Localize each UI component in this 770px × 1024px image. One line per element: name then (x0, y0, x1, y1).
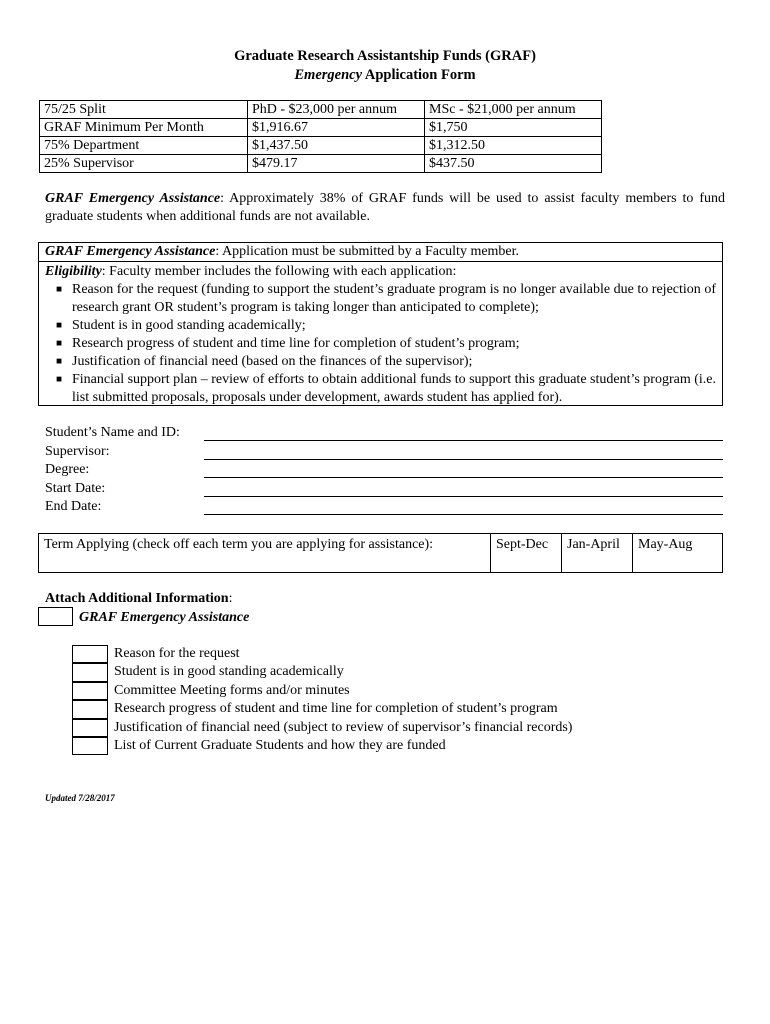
graf-emergency-checkbox[interactable] (38, 607, 73, 626)
list-item-text: Student is in good standing academically; (72, 318, 306, 333)
term-may-aug[interactable]: May-Aug (633, 534, 723, 573)
applicant-fields (45, 424, 725, 517)
title-line-1: Graduate Research Assistantship Funds (GRAF) (234, 48, 536, 64)
list-item-text: Research progress of student and time line for completion of student’s program; (72, 336, 520, 351)
checkbox-label: Reason for the request (114, 646, 240, 661)
eligibility-heading (45, 263, 716, 281)
checkbox-label: Committee Meeting forms and/or minutes (114, 682, 350, 698)
start-date-field (45, 480, 725, 499)
end-date-field (45, 498, 725, 517)
graf-emergency-label: GRAF Emergency Assistance (79, 610, 250, 625)
submission-requirement (39, 243, 722, 262)
field-label: End Date: (45, 499, 102, 514)
list-item-text: Financial support plan – review of efforts to obtain additional funds to support this graduate student’s program (i.e. list submitted proposals, proposals under development, awards student has applied for). (72, 372, 716, 405)
term-table (38, 533, 723, 573)
checkbox[interactable] (72, 663, 108, 681)
square-bullet-icon: ■ (56, 356, 63, 367)
supervisor-input[interactable] (204, 459, 723, 460)
table-cell: PhD - $23,000 per annum (248, 101, 425, 119)
list-item-text: Reason for the request (funding to support the student’s graduate program is no longer available due to rejection of research grant OR student’s program is taking longer than anticipated to complete); (72, 282, 716, 315)
title-rest: Application Form (362, 67, 476, 83)
list-item (45, 281, 716, 317)
table-cell: $1,750 (425, 119, 602, 137)
list-item (45, 371, 716, 407)
square-bullet-icon: ■ (56, 374, 63, 385)
eligibility-body (39, 262, 722, 407)
eligibility-text: : Faculty member includes the following with each application: (101, 264, 457, 279)
eligibility-box (38, 242, 723, 406)
supervisor-field (45, 443, 725, 462)
field-label: Start Date: (45, 480, 106, 496)
term-sept-dec[interactable]: Sept-Dec (491, 534, 562, 573)
intro-label: GRAF Emergency Assistance (45, 191, 221, 206)
table-cell: 75% Department (40, 137, 248, 155)
submission-text: : Application must be submitted by a Faculty member. (215, 244, 520, 259)
square-bullet-icon: ■ (56, 338, 63, 349)
list-item (45, 353, 716, 371)
checkbox[interactable] (72, 682, 108, 700)
table-row (40, 155, 602, 173)
table-cell: GRAF Minimum Per Month (40, 119, 248, 137)
table-row (40, 119, 602, 137)
table-cell: $1,437.50 (248, 137, 425, 155)
checkbox-label: Research progress of student and time line for completion of student’s program (114, 701, 558, 717)
degree-field (45, 461, 725, 480)
table-cell: $437.50 (425, 155, 602, 173)
checkbox-label: List of Current Graduate Students and how they are funded (114, 737, 446, 753)
table-cell: 75/25 Split (40, 101, 248, 119)
square-bullet-icon: ■ (56, 320, 63, 331)
square-bullet-icon: ■ (56, 284, 63, 295)
checkbox-label: Justification of financial need (subject to review of supervisor’s financial records) (114, 719, 573, 735)
start-date-input[interactable] (204, 496, 723, 497)
table-cell: $1,312.50 (425, 137, 602, 155)
attach-heading (45, 590, 232, 608)
intro-text: : Approximately 38% of GRAF funds will be used to assist faculty members to fund graduate students when additional funds are not available. (45, 191, 725, 224)
checkbox[interactable] (72, 645, 108, 663)
title-emergency: Emergency (294, 67, 363, 83)
table-row (40, 101, 602, 119)
field-label: Degree: (45, 462, 90, 477)
checkbox-label: Student is in good standing academically (114, 664, 344, 680)
field-label: Supervisor: (45, 443, 110, 459)
list-item (45, 317, 716, 335)
updated-date: Updated 7/28/2017 (45, 793, 115, 803)
term-label: Term Applying (check off each term you are applying for assistance): (39, 534, 491, 573)
attach-heading-text: Attach Additional Information (45, 591, 229, 606)
list-item-text: Justification of financial need (based on the finances of the supervisor); (72, 354, 473, 369)
checkbox[interactable] (72, 719, 108, 737)
table-row (39, 534, 723, 573)
submission-label: GRAF Emergency Assistance (45, 244, 216, 259)
field-label: Student’s Name and ID: (45, 425, 180, 440)
title-line-2 (0, 66, 770, 85)
table-row (40, 137, 602, 155)
table-cell: $479.17 (248, 155, 425, 173)
term-jan-april[interactable]: Jan-April (562, 534, 633, 573)
eligibility-list (45, 281, 716, 407)
student-name-id-field (45, 424, 725, 443)
form-title (0, 47, 770, 85)
intro-paragraph (45, 190, 725, 226)
degree-input[interactable] (204, 477, 723, 478)
table-cell: $1,916.67 (248, 119, 425, 137)
table-cell: MSc - $21,000 per annum (425, 101, 602, 119)
end-date-input[interactable] (204, 514, 723, 515)
list-item (45, 335, 716, 353)
student-name-id-input[interactable] (204, 440, 723, 441)
checkbox[interactable] (72, 700, 108, 718)
table-cell: 25% Supervisor (40, 155, 248, 173)
attach-heading-suffix: : (228, 591, 233, 606)
eligibility-label: Eligibility (45, 264, 102, 279)
checkbox[interactable] (72, 737, 108, 755)
funding-split-table (39, 100, 602, 173)
